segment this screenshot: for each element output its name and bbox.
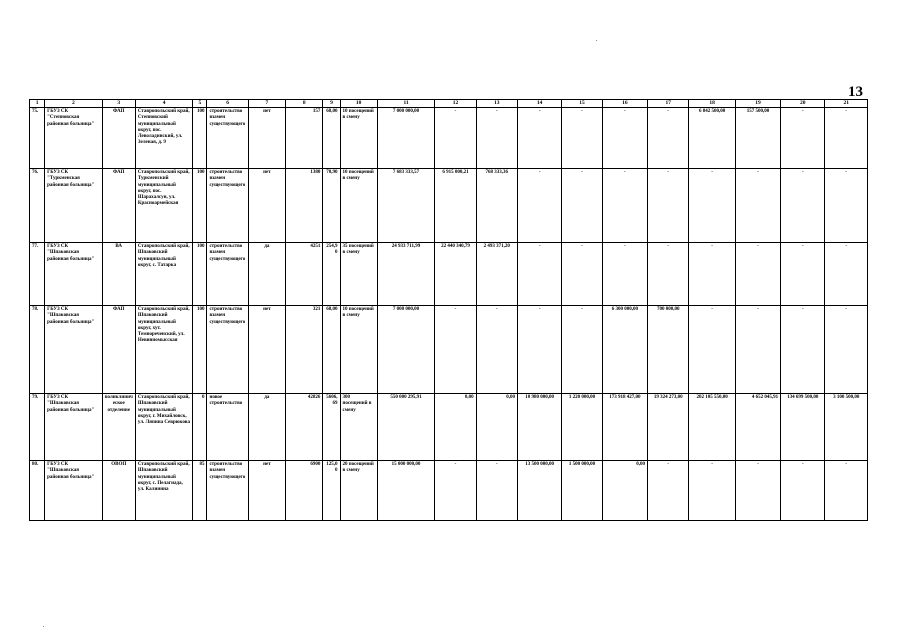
capacity: 10 посещений в смену bbox=[340, 169, 377, 243]
cell-col19: - bbox=[735, 461, 780, 521]
cell-col18: - bbox=[689, 461, 735, 521]
cell-col14: 10 980 000,00 bbox=[517, 394, 561, 461]
cell-col15: - bbox=[562, 306, 602, 394]
cell-col7: да bbox=[248, 394, 285, 461]
cell-col13: - bbox=[476, 306, 517, 394]
column-header: 21 bbox=[825, 100, 868, 108]
address: Ставропольский край, Туркменский муниципальный округ, пос. Шарахалсун, ул. Красноармейская bbox=[135, 169, 192, 243]
cell-col5: 100 bbox=[193, 306, 207, 394]
cell-col8: 4251 bbox=[286, 243, 323, 306]
cell-col16: 0,00 bbox=[602, 461, 647, 521]
organization: ГБУЗ СК "Шпаковская районная больница" bbox=[45, 461, 102, 521]
cell-col13: 0,00 bbox=[476, 394, 517, 461]
column-header: 11 bbox=[377, 100, 434, 108]
cell-col5: 100 bbox=[193, 108, 207, 169]
cell-col5: 100 bbox=[193, 169, 207, 243]
column-header: 9 bbox=[323, 100, 340, 108]
cell-col12: 22 440 340,79 bbox=[435, 243, 476, 306]
column-header: 12 bbox=[435, 100, 476, 108]
cell-col5: 85 bbox=[193, 461, 207, 521]
cell-col17: - bbox=[648, 169, 689, 243]
table-row bbox=[30, 461, 868, 521]
cell-col9: 5606,69 bbox=[323, 394, 340, 461]
cell-col20: - bbox=[781, 108, 825, 169]
row-number: 75. bbox=[30, 108, 45, 169]
cell-col9: 68,00 bbox=[323, 306, 340, 394]
cell-col14: - bbox=[517, 169, 561, 243]
organization: ГБУЗ СК "Шпаковская районная больница" bbox=[45, 306, 102, 394]
cell-col15: - bbox=[562, 243, 602, 306]
facility-type: ОВОП bbox=[102, 461, 135, 521]
cell-col11: 7 000 000,00 bbox=[377, 108, 434, 169]
row-number: 76. bbox=[30, 169, 45, 243]
scan-speck bbox=[596, 40, 597, 41]
capacity: 300 посещений в смену bbox=[340, 394, 377, 461]
cell-col14: - bbox=[517, 108, 561, 169]
cell-col19: 4 652 045,91 bbox=[735, 394, 780, 461]
cell-col7: нет bbox=[248, 169, 285, 243]
cell-col11: 550 000 295,91 bbox=[377, 394, 434, 461]
cell-col17: 700 000,00 bbox=[648, 306, 689, 394]
cell-col7: нет bbox=[248, 461, 285, 521]
cell-col8: 321 bbox=[286, 306, 323, 394]
cell-col18: - bbox=[689, 306, 735, 394]
cell-col7: нет bbox=[248, 306, 285, 394]
cell-col8: 1380 bbox=[286, 169, 323, 243]
organization: ГБУЗ СК "Шпаковская районная больница" bbox=[45, 243, 102, 306]
column-header: 17 bbox=[648, 100, 689, 108]
cell-col11: 24 933 711,99 bbox=[377, 243, 434, 306]
row-number: 80. bbox=[30, 461, 45, 521]
address: Ставропольский край, Шпаковский муниципальный округ, хут. Темнореченский, ул. Невинномысская bbox=[135, 306, 192, 394]
cell-col21: - bbox=[825, 243, 868, 306]
cell-col21: 3 100 500,00 bbox=[825, 394, 868, 461]
column-header: 6 bbox=[207, 100, 248, 108]
cell-col9: 68,00 bbox=[323, 108, 340, 169]
table-row bbox=[30, 169, 868, 243]
cell-col13: - bbox=[476, 108, 517, 169]
cell-col12: - bbox=[435, 306, 476, 394]
cell-col12: 6 915 000,21 bbox=[435, 169, 476, 243]
cell-col11: 7 683 333,57 bbox=[377, 169, 434, 243]
organization: ГБУЗ СК "Степновская районная больница" bbox=[45, 108, 102, 169]
column-header: 16 bbox=[602, 100, 647, 108]
cell-col17: - bbox=[648, 108, 689, 169]
capacity: 10 посещений в смену bbox=[340, 108, 377, 169]
facility-type: поликлиническое отделение bbox=[102, 394, 135, 461]
column-header: 18 bbox=[689, 100, 735, 108]
cell-col21: - bbox=[825, 306, 868, 394]
cell-col13: 2 493 371,20 bbox=[476, 243, 517, 306]
row-number: 79. bbox=[30, 394, 45, 461]
cell-col17: - bbox=[648, 461, 689, 521]
cell-col16: 6 300 000,00 bbox=[602, 306, 647, 394]
cell-col20: - bbox=[781, 306, 825, 394]
cell-col21: - bbox=[825, 169, 868, 243]
facility-type: ВА bbox=[102, 243, 135, 306]
cell-col14: 13 500 000,00 bbox=[517, 461, 561, 521]
cell-col18: 6 842 500,00 bbox=[689, 108, 735, 169]
column-header: 10 bbox=[340, 100, 377, 108]
work-type: строительство взамен существующего bbox=[207, 306, 248, 394]
facilities-table bbox=[29, 99, 868, 521]
cell-col5: 100 bbox=[193, 243, 207, 306]
cell-col5: 0 bbox=[193, 394, 207, 461]
table-row bbox=[30, 108, 868, 169]
cell-col20: - bbox=[781, 461, 825, 521]
cell-col12: - bbox=[435, 461, 476, 521]
cell-col17: - bbox=[648, 243, 689, 306]
cell-col13: 768 333,36 bbox=[476, 169, 517, 243]
cell-col19: 157 500,00 bbox=[735, 108, 780, 169]
page-number: 13 bbox=[848, 84, 863, 100]
cell-col18: - bbox=[689, 243, 735, 306]
column-header: 5 bbox=[193, 100, 207, 108]
organization: ГБУЗ СК "Шпаковская районная больница" bbox=[45, 394, 102, 461]
cell-col15: - bbox=[562, 108, 602, 169]
cell-col15: 1 220 000,00 bbox=[562, 394, 602, 461]
cell-col21: - bbox=[825, 108, 868, 169]
cell-col12: 0,00 bbox=[435, 394, 476, 461]
column-header: 8 bbox=[286, 100, 323, 108]
column-header: 2 bbox=[45, 100, 102, 108]
capacity: 20 посещений в смену bbox=[340, 461, 377, 521]
address: Ставропольский край, Шпаковский муниципальный округ, с. Пелагиада, ул. Калинина bbox=[135, 461, 192, 521]
capacity: 35 посещений в смену bbox=[340, 243, 377, 306]
column-header: 7 bbox=[248, 100, 285, 108]
facility-type: ФАП bbox=[102, 306, 135, 394]
cell-col9: 254,90 bbox=[323, 243, 340, 306]
cell-col20: 134 699 500,00 bbox=[781, 394, 825, 461]
cell-col16: 173 918 427,00 bbox=[602, 394, 647, 461]
cell-col19: - bbox=[735, 169, 780, 243]
work-type: строительство взамен существующего bbox=[207, 108, 248, 169]
row-number: 78. bbox=[30, 306, 45, 394]
cell-col11: 7 000 000,00 bbox=[377, 306, 434, 394]
header-row bbox=[30, 100, 868, 108]
cell-col16: - bbox=[602, 108, 647, 169]
cell-col16: - bbox=[602, 169, 647, 243]
cell-col19: - bbox=[735, 306, 780, 394]
cell-col16: - bbox=[602, 243, 647, 306]
work-type: строительство взамен существующего bbox=[207, 461, 248, 521]
column-header: 1 bbox=[30, 100, 45, 108]
cell-col14: - bbox=[517, 243, 561, 306]
column-header: 13 bbox=[476, 100, 517, 108]
cell-col20: - bbox=[781, 243, 825, 306]
facility-type: ФАП bbox=[102, 108, 135, 169]
cell-col19: - bbox=[735, 243, 780, 306]
cell-col9: 125,00 bbox=[323, 461, 340, 521]
cell-col9: 70,90 bbox=[323, 169, 340, 243]
address: Ставропольский край, Шпаковский муниципальный округ, г. Михайловск, ул. Ляпина Севрюкова bbox=[135, 394, 192, 461]
work-type: строительство взамен существующего bbox=[207, 243, 248, 306]
cell-col13: - bbox=[476, 461, 517, 521]
cell-col21: - bbox=[825, 461, 868, 521]
work-type: строительство взамен существующего bbox=[207, 169, 248, 243]
facility-type: ФАП bbox=[102, 169, 135, 243]
organization: ГБУЗ СК "Туркменская районная больница" bbox=[45, 169, 102, 243]
column-header: 4 bbox=[135, 100, 192, 108]
table-row bbox=[30, 243, 868, 306]
cell-col12: - bbox=[435, 108, 476, 169]
cell-col17: 19 324 273,00 bbox=[648, 394, 689, 461]
cell-col8: 6900 bbox=[286, 461, 323, 521]
column-header: 14 bbox=[517, 100, 561, 108]
cell-col8: 42826 bbox=[286, 394, 323, 461]
cell-col7: нет bbox=[248, 108, 285, 169]
scan-speck bbox=[43, 626, 44, 627]
cell-col15: 1 500 000,00 bbox=[562, 461, 602, 521]
address: Ставропольский край, Степновский муниципальный округ, пос. Леволадинский, ул. Зеленая, д. 9 bbox=[135, 108, 192, 169]
cell-col8: 157 bbox=[286, 108, 323, 169]
column-header: 19 bbox=[735, 100, 780, 108]
table-row bbox=[30, 394, 868, 461]
cell-col18: - bbox=[689, 169, 735, 243]
column-header: 15 bbox=[562, 100, 602, 108]
cell-col11: 15 000 000,00 bbox=[377, 461, 434, 521]
capacity: 10 посещений в смену bbox=[340, 306, 377, 394]
cell-col15: - bbox=[562, 169, 602, 243]
column-header: 20 bbox=[781, 100, 825, 108]
table-row bbox=[30, 306, 868, 394]
cell-col14: - bbox=[517, 306, 561, 394]
cell-col20: - bbox=[781, 169, 825, 243]
work-type: новое строительство bbox=[207, 394, 248, 461]
cell-col7: да bbox=[248, 243, 285, 306]
column-header: 3 bbox=[102, 100, 135, 108]
cell-col18: 202 105 550,00 bbox=[689, 394, 735, 461]
row-number: 77. bbox=[30, 243, 45, 306]
address: Ставропольский край, Шпаковский муниципальный округ, с. Татарка bbox=[135, 243, 192, 306]
